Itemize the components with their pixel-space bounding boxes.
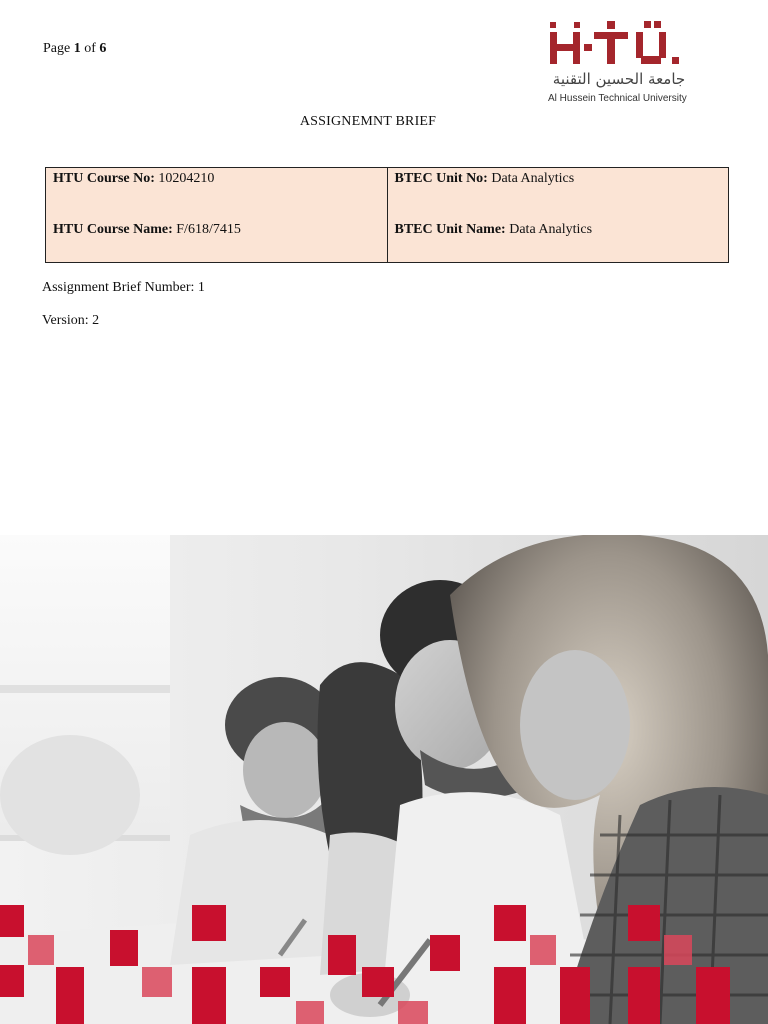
page-prefix: Page xyxy=(43,41,71,56)
course-name-line xyxy=(53,219,380,258)
course-no-label: HTU Course No: xyxy=(53,171,155,186)
course-name-value: F/618/7415 xyxy=(176,222,241,237)
course-info-table xyxy=(45,167,729,263)
unit-no-value: Data Analytics xyxy=(491,171,575,186)
page-separator: of xyxy=(84,41,96,56)
document-title: ASSIGNEMNT BRIEF xyxy=(299,114,437,129)
btec-unit-cell xyxy=(387,168,729,263)
page-total: 6 xyxy=(99,41,107,56)
page-current: 1 xyxy=(73,41,81,56)
students-writing-photo xyxy=(0,535,768,1024)
htu-logo xyxy=(546,18,696,108)
unit-no-label: BTEC Unit No: xyxy=(394,171,488,186)
logo-english-name: Al Hussein Technical University xyxy=(548,93,687,104)
students-photo-icon xyxy=(0,535,768,1024)
unit-name-label: BTEC Unit Name: xyxy=(394,222,506,237)
assignment-brief-number: Assignment Brief Number: 1 xyxy=(42,280,205,295)
course-no-value: 10204210 xyxy=(158,171,215,186)
page-indicator xyxy=(43,41,106,57)
course-name-label: HTU Course Name: xyxy=(53,222,173,237)
course-no-line xyxy=(53,168,380,219)
unit-name-line xyxy=(395,219,722,258)
htu-letters-logo-icon xyxy=(546,18,692,68)
logo-arabic-name: جامعة الحسين التقنية xyxy=(552,70,686,88)
htu-course-cell xyxy=(46,168,388,263)
unit-name-value: Data Analytics xyxy=(509,222,593,237)
unit-no-line xyxy=(395,168,722,219)
version-text: Version: 2 xyxy=(42,313,100,328)
